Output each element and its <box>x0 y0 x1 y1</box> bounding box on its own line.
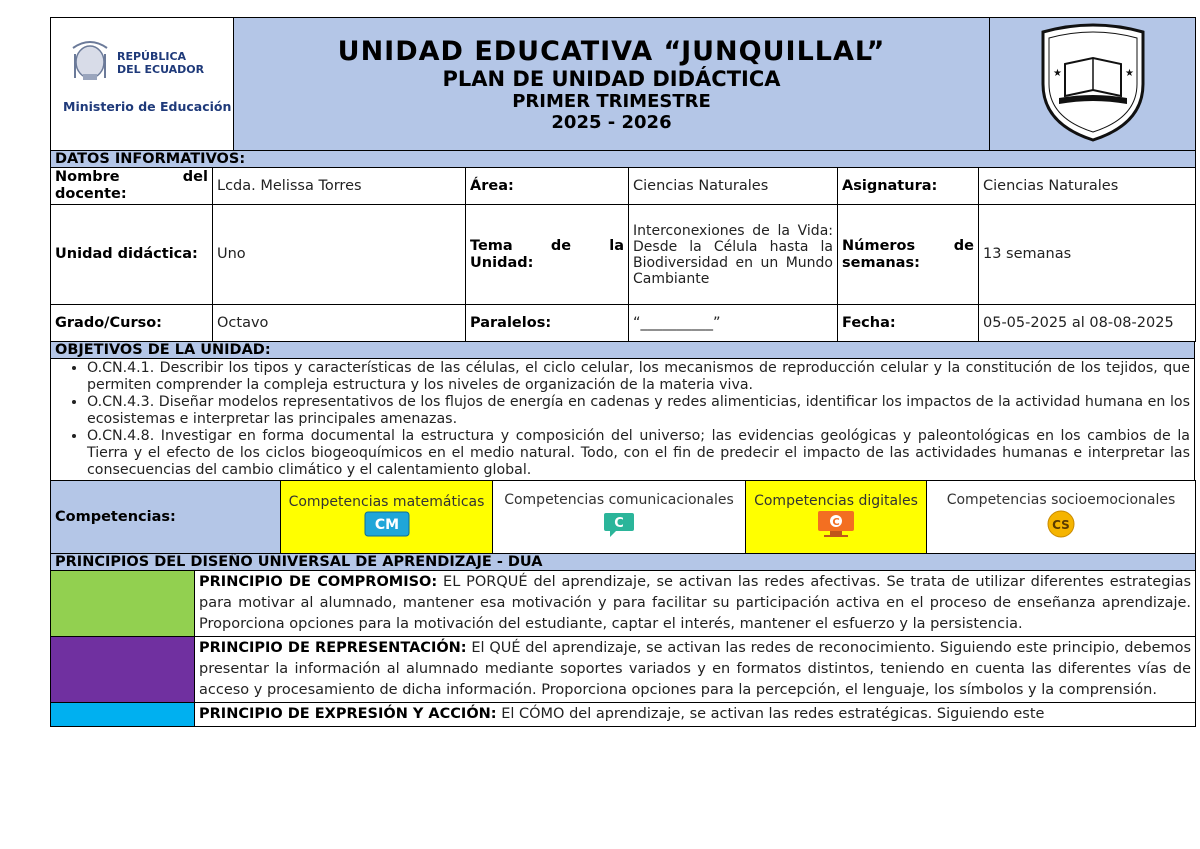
ministry-logo-cell <box>51 18 234 151</box>
header-table <box>50 17 1196 151</box>
tema-label: Tema de la Unidad: <box>466 205 629 305</box>
area-value: Ciencias Naturales <box>629 168 838 205</box>
objetivo-item: • O.CN.4.8. Investigar en forma documental la estructura y composición del universo; las evidencias geológicas y paleontológicas en los cambios de la Tierra y el efecto de los ciclos biogeoquímicos en el medio natural. Todo, con el fin de predecir el impacto de las actividades humanas e interpretar las consecuencias del cambio climático y el calentamiento global. <box>87 428 1190 479</box>
expresion-principle <box>195 703 1196 727</box>
objetivos-list <box>55 360 1190 479</box>
svg-text:CS: CS <box>1052 517 1070 532</box>
asignatura-label: Asignatura: <box>838 168 979 205</box>
crest-cell <box>990 18 1196 151</box>
school-year: 2025 - 2026 <box>551 111 672 133</box>
grado-value: Octavo <box>213 305 466 342</box>
expresion-color-swatch <box>51 703 195 727</box>
compromiso-title: PRINCIPIO DE COMPROMISO: <box>199 574 438 590</box>
svg-text:★: ★ <box>1124 67 1134 79</box>
competencia-digitales <box>746 481 927 554</box>
datos-table <box>50 150 1196 342</box>
school-crest-icon <box>1033 20 1153 144</box>
representacion-text: El QUÉ del aprendizaje, se activan las redes de reconocimiento. Siguiendo este principio, debemos presentar la información al alumnado mediante soportes variados y en formatos distintos, teniendo en cuenta las diferentes vías de acceso y procesamiento de dicha información. Proporciona opciones para la percepción, el lenguaje, los símbolos y la comprensión. <box>199 640 1192 698</box>
cs-badge-icon <box>1045 509 1077 543</box>
dua-table <box>50 553 1196 727</box>
plan-title: PLAN DE UNIDAD DIDÁCTICA <box>442 66 781 91</box>
objetivos-section-title: OBJETIVOS DE LA UNIDAD: <box>51 342 1195 359</box>
term-title: PRIMER TRIMESTRE <box>512 90 711 112</box>
tema-value: Interconexiones de la Vida: Desde la Célula hasta la Biodiversidad en un Mundo Cambiante <box>629 205 838 305</box>
cm-badge-icon <box>364 511 410 541</box>
ecuador-coat-of-arms-icon <box>65 34 115 84</box>
svg-text:C: C <box>832 516 840 528</box>
competencia-matematicas <box>281 481 493 554</box>
semanas-label: Números de semanas: <box>838 205 979 305</box>
competencia-socioemocionales <box>927 481 1196 554</box>
paralelos-label: Paralelos: <box>466 305 629 342</box>
svg-text:★: ★ <box>1052 67 1062 79</box>
representacion-principle <box>195 637 1196 703</box>
compromiso-principle <box>195 571 1196 637</box>
document-page <box>50 17 1195 727</box>
competencias-table <box>50 480 1196 554</box>
datos-section-title: DATOS INFORMATIVOS: <box>51 151 1196 168</box>
expresion-title: PRINCIPIO DE EXPRESIÓN Y ACCIÓN: <box>199 706 497 722</box>
unidad-value: Uno <box>213 205 466 305</box>
svg-text:CM: CM <box>374 516 399 533</box>
ministry-logo <box>59 30 232 122</box>
ministry-country: REPÚBLICA DEL ECUADOR <box>117 50 205 76</box>
competencias-label: Competencias: <box>51 481 281 554</box>
dua-section-title: PRINCIPIOS DEL DISEÑO UNIVERSAL DE APRENDIZAJE - DUA <box>51 554 1196 571</box>
school-name: UNIDAD EDUCATIVA “JUNQUILLAL” <box>337 35 886 67</box>
cc-badge-icon <box>602 509 636 543</box>
ministry-name: Ministerio de Educación <box>63 99 232 114</box>
compromiso-color-swatch <box>51 571 195 637</box>
competencia-digitales-label: Competencias digitales <box>754 492 918 509</box>
area-label: Área: <box>466 168 629 205</box>
competencia-socioemocionales-label: Competencias socioemocionales <box>946 491 1176 508</box>
representacion-color-swatch <box>51 637 195 703</box>
competencia-comunicacionales-label: Competencias comunicacionales <box>504 491 734 508</box>
objetivos-list-cell <box>51 359 1195 481</box>
paralelos-value: “__________” <box>629 305 838 342</box>
cd-badge-icon <box>816 510 856 542</box>
title-cell <box>234 18 990 151</box>
competencia-comunicacionales <box>493 481 746 554</box>
svg-text:C: C <box>614 515 624 531</box>
fecha-value: 05-05-2025 al 08-08-2025 <box>979 305 1196 342</box>
objetivos-table <box>50 341 1195 481</box>
objetivo-item: • O.CN.4.3. Diseñar modelos representativos de los flujos de energía en cadenas y redes alimenticias, identificar los impactos de la actividad humana en los ecosistemas e interpretar las principales amenazas. <box>87 394 1190 428</box>
competencia-matematicas-label: Competencias matemáticas <box>288 493 485 510</box>
unidad-label: Unidad didáctica: <box>51 205 213 305</box>
docente-label: Nombre del docente: <box>51 168 213 205</box>
docente-value: Lcda. Melissa Torres <box>213 168 466 205</box>
representacion-title: PRINCIPIO DE REPRESENTACIÓN: <box>199 640 467 656</box>
asignatura-value: Ciencias Naturales <box>979 168 1196 205</box>
compromiso-text: EL PORQUÉ del aprendizaje, se activan las redes afectivas. Se trata de utilizar diferentes estrategias para motivar al alumnado, mantener esa motivación y para facilitar su participación activa en el proceso de enseñanza aprendizaje. Proporciona opciones para la motivación del estudiante, captar el interés, mantener el esfuerzo y la persistencia. <box>199 574 1192 632</box>
objetivo-item: • O.CN.4.1. Describir los tipos y características de las células, el ciclo celular, los mecanismos de reproducción celular y la constitución de los tejidos, que permiten comprender la compleja estructura y los niveles de organización de la materia viva. <box>87 360 1190 394</box>
fecha-label: Fecha: <box>838 305 979 342</box>
expresion-text: El CÓMO del aprendizaje, se activan las redes estratégicas. Siguiendo este <box>501 706 1045 722</box>
grado-label: Grado/Curso: <box>51 305 213 342</box>
semanas-value: 13 semanas <box>979 205 1196 305</box>
